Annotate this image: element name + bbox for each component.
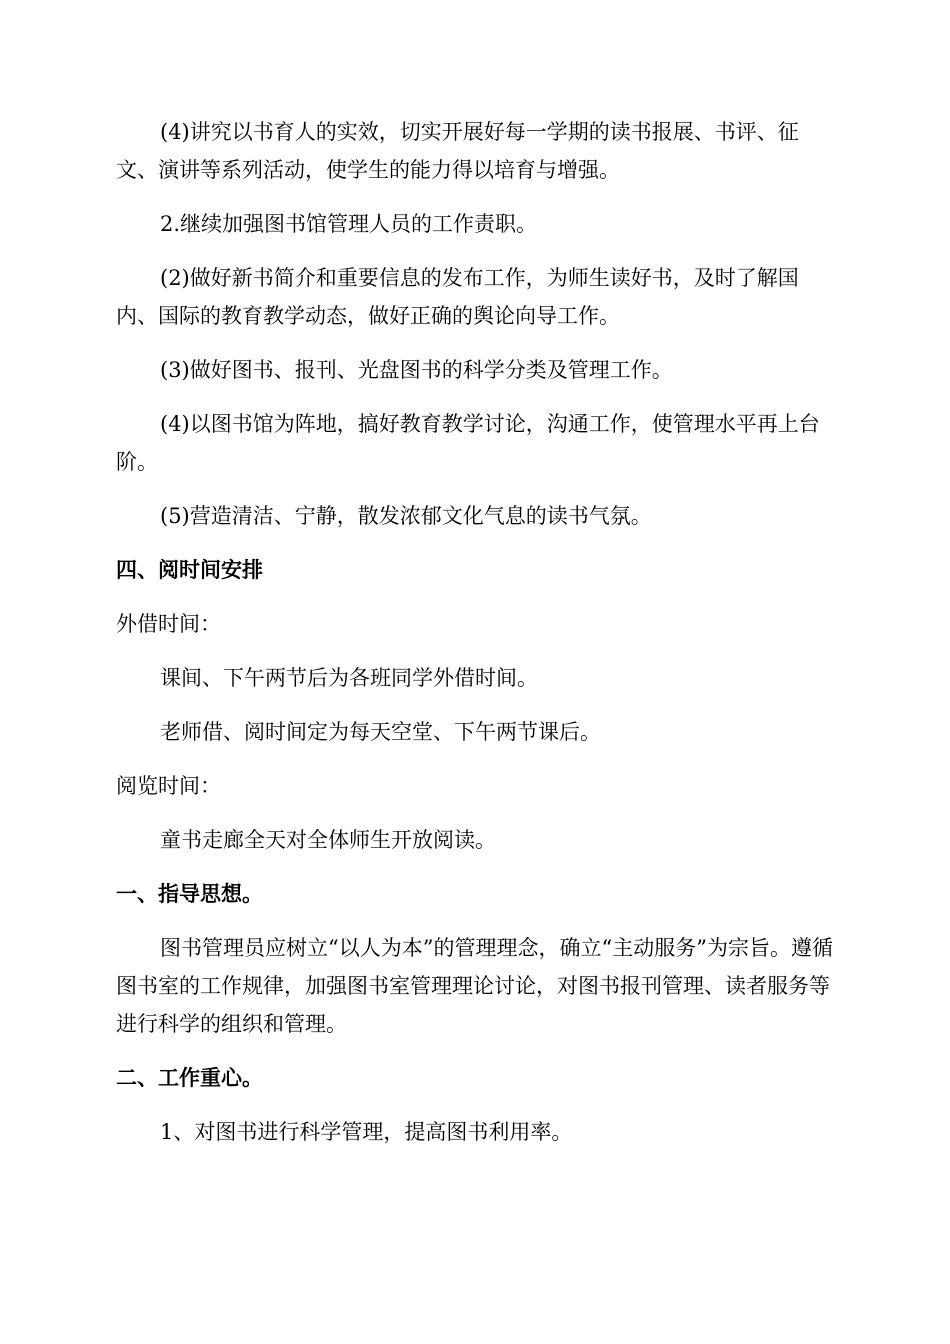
- paragraph-classification: (3)做好图书、报刊、光盘图书的科学分类及管理工作。: [160, 358, 673, 382]
- heading-reading-schedule: 四、阅时间安排: [116, 558, 263, 582]
- paragraph-new-book-intro: (2)做好新书简介和重要信息的发布工作，为师生读好书，及时了解国内、国际的教育教学动态，做好正确的舆论向导工作。: [116, 266, 799, 328]
- paragraph-student-lending: 课间、下午两节后为各班同学外借时间。: [160, 666, 538, 690]
- heading-guiding-ideology: 一、指导思想。: [116, 882, 263, 906]
- paragraph-corridor-open: 童书走廊全天对全体师生开放阅读。: [160, 828, 496, 852]
- heading-work-focus: 二、工作重心。: [116, 1066, 263, 1090]
- paragraph-scientific-management: 1、对图书进行科学管理，提高图书利用率。: [160, 1120, 573, 1144]
- paragraph-library-base: (4)以图书馆为阵地，搞好教育教学讨论，沟通工作，使管理水平再上台阶。: [116, 412, 820, 474]
- paragraph-atmosphere: (5)营造清洁、宁静，散发浓郁文化气息的读书气氛。: [160, 504, 652, 528]
- paragraph-people-oriented: 图书管理员应树立“以人为本”的管理理念，确立“主动服务”为宗旨。遵循图书室的工作规律，加强图书室管理理论讨论，对图书报刊管理、读者服务等进行科学的组织和管理。: [116, 936, 833, 1036]
- label-lending-time: 外借时间：: [116, 612, 221, 636]
- label-reading-time: 阅览时间：: [116, 774, 221, 798]
- paragraph-reading-activities: (4)讲究以书育人的实效，切实开展好每一学期的读书报展、书评、征文、演讲等系列活动，使学生的能力得以培育与增强。: [116, 120, 799, 182]
- paragraph-staff-duties: 2.继续加强图书馆管理人员的工作责职。: [160, 212, 538, 236]
- paragraph-teacher-lending: 老师借、阅时间定为每天空堂、下午两节课后。: [160, 720, 601, 744]
